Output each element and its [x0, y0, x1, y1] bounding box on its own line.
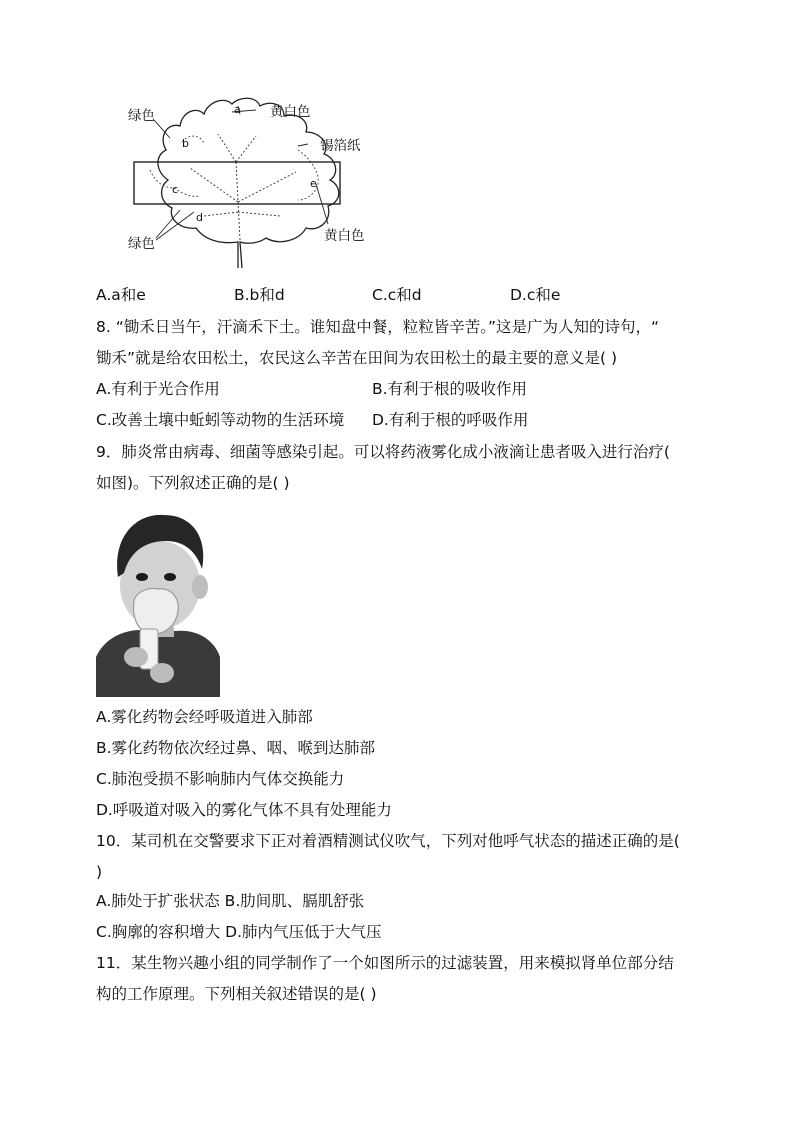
- q8-option-d: D.有利于根的呼吸作用: [372, 411, 529, 429]
- q8-option-a: A.有利于光合作用: [96, 380, 220, 398]
- label-a: a: [234, 103, 241, 116]
- leaf-foil-figure: [120, 92, 390, 274]
- label-yellow-white-top: 黄白色: [270, 104, 311, 120]
- leaf-drawing: [120, 92, 390, 274]
- q7-option-d: D.c和e: [510, 286, 561, 304]
- q10-stem-line1: 10．某司机在交警要求下正对着酒精测试仪吹气，下列对他呼气状态的描述正确的是(: [96, 832, 680, 850]
- q9-stem-line2: 如图)。下列叙述正确的是( ): [96, 474, 290, 492]
- q10-options-line1: A.肺处于扩张状态 B.肋间肌、膈肌舒张: [96, 892, 365, 910]
- q9-option-c: C.肺泡受损不影响肺内气体交换能力: [96, 770, 345, 788]
- q9-option-d: D.呼吸道对吸入的雾化气体不具有处理能力: [96, 801, 392, 819]
- child-nebulizer-photo: [96, 507, 220, 697]
- q11-stem-line1: 11．某生物兴趣小组的同学制作了一个如图所示的过滤装置，用来模拟肾单位部分结: [96, 954, 674, 972]
- q9-option-b: B.雾化药物依次经过鼻、咽、喉到达肺部: [96, 739, 376, 757]
- q10-stem-line2: ): [96, 863, 103, 881]
- label-green-bottom: 绿色: [128, 236, 155, 252]
- label-yellow-white-bottom: 黄白色: [324, 228, 365, 244]
- label-d: d: [196, 211, 203, 224]
- label-c: c: [172, 183, 179, 196]
- q8-option-b: B.有利于根的吸收作用: [372, 380, 528, 398]
- label-b: b: [182, 137, 189, 150]
- q10-options-line2: C.胸廓的容积增大 D.肺内气压低于大气压: [96, 923, 382, 941]
- q9-stem-line1: 9．肺炎常由病毒、细菌等感染引起。可以将药液雾化成小液滴让患者吸入进行治疗(: [96, 443, 670, 461]
- label-e: e: [310, 177, 317, 190]
- q9-option-a: A.雾化药物会经呼吸道进入肺部: [96, 708, 313, 726]
- q8-option-c: C.改善土壤中蚯蚓等动物的生活环境: [96, 411, 345, 429]
- q7-option-a: A.a和e: [96, 286, 146, 304]
- q7-options-row: [96, 284, 716, 306]
- label-foil: 锡箔纸: [320, 138, 361, 154]
- q11-stem-line2: 构的工作原理。下列相关叙述错误的是( ): [96, 985, 377, 1003]
- q7-option-c: C.c和d: [372, 286, 422, 304]
- label-green-top: 绿色: [128, 108, 155, 124]
- q7-option-b: B.b和d: [234, 286, 285, 304]
- q8-stem-line2: 锄禾”就是给农田松土，农民这么辛苦在田间为农田松土的最主要的意义是( ): [96, 349, 618, 367]
- q8-stem-line1: 8. “锄禾日当午，汗滴禾下土。谁知盘中餐，粒粒皆辛苦。”这是广为人知的诗句，“: [96, 318, 660, 336]
